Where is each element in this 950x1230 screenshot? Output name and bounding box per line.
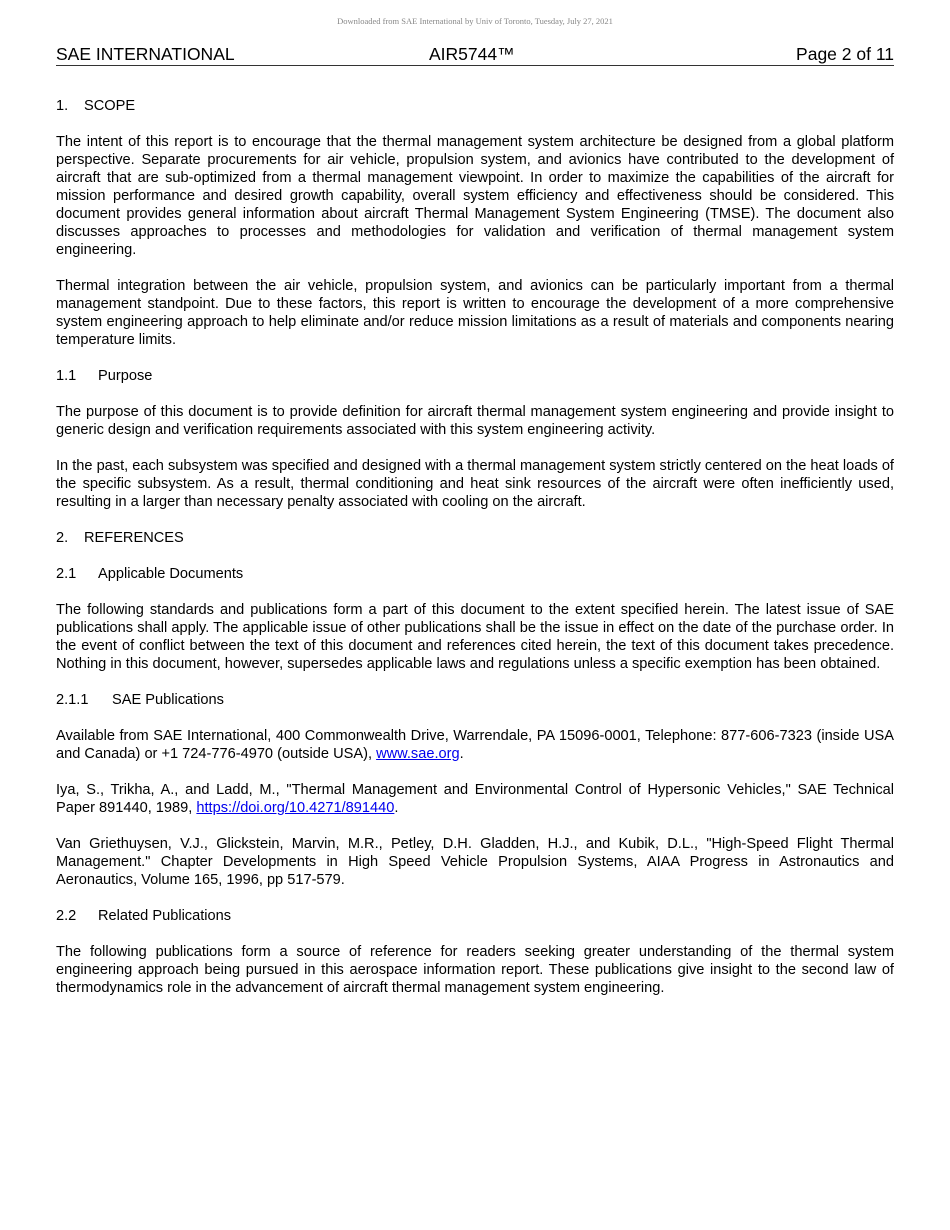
section-heading-references bbox=[56, 529, 894, 547]
header-doc-id: AIR5744™ bbox=[429, 44, 515, 64]
section-number: 2. bbox=[56, 530, 69, 546]
section-title: Purpose bbox=[98, 368, 153, 384]
section-heading-sae-publications bbox=[56, 691, 894, 709]
section-title: REFERENCES bbox=[84, 530, 184, 546]
section-title: Applicable Documents bbox=[98, 566, 244, 582]
paragraph-text: Available from SAE International, 400 Commonwealth Drive, Warrendale, PA 15096-0001, Telephone: 877-606-7323 (inside USA and Canada) or +1 724-776-4970 (outside USA), bbox=[56, 728, 894, 762]
section-heading-scope bbox=[56, 97, 894, 115]
paragraph bbox=[56, 727, 894, 763]
header-page-number: Page 2 of 11 bbox=[796, 44, 894, 64]
section-heading-applicable-documents bbox=[56, 565, 894, 583]
section-heading-purpose bbox=[56, 367, 894, 385]
reference-entry: Van Griethuysen, V.J., Glickstein, Marvin, M.R., Petley, D.H. Gladden, H.J., and Kubik, D.L., "High-Speed Flight Thermal Management." Chapter Developments in High Speed Vehicle Propulsion Systems, AIAA Progress in Astronautics and Aeronautics, Volume 165, 1996, pp 517-579. bbox=[56, 836, 894, 888]
reference-entry bbox=[56, 781, 894, 817]
paragraph-text: . bbox=[459, 746, 464, 762]
header-org: SAE INTERNATIONAL bbox=[56, 44, 235, 64]
section-number: 2.2 bbox=[56, 908, 77, 924]
paragraph-text: Iya, S., Trikha, A., and Ladd, M., "Thermal Management and Environmental Control of Hypersonic Vehicles," SAE Technical Paper 891440, 1989, bbox=[56, 782, 894, 816]
section-title: SCOPE bbox=[84, 98, 136, 114]
page-header bbox=[56, 44, 894, 66]
section-number: 1. bbox=[56, 98, 69, 114]
document-body bbox=[56, 97, 894, 1015]
paragraph: In the past, each subsystem was specified and designed with a thermal management system strictly centered on the heat loads of the specific subsystem. As a result, thermal conditioning and heat sink resources of the aircraft were often inefficiently used, resulting in a larger than necessary penalty associated with cooling on the aircraft. bbox=[56, 458, 894, 510]
section-title: SAE Publications bbox=[112, 692, 224, 708]
paragraph: Thermal integration between the air vehicle, propulsion system, and avionics can be particularly important from a thermal management standpoint. Due to these factors, this report is written to encourage the development of a more comprehensive system engineering approach to help eliminate and/or reduce mission limitations as a result of materials and components nearing temperature limits. bbox=[56, 278, 894, 348]
section-number: 2.1.1 bbox=[56, 692, 89, 708]
paragraph: The following standards and publications form a part of this document to the extent specified herein. The latest issue of SAE publications shall apply. The applicable issue of other publications shall be the issue in effect on the date of the purchase order. In the event of conflict between the text of this document and references cited herein, the text of this document takes precedence. Nothing in this document, however, supersedes applicable laws and regulations unless a specific exemption has been obtained. bbox=[56, 602, 894, 672]
paragraph-text: . bbox=[394, 800, 399, 816]
sae-website-link[interactable]: www.sae.org bbox=[376, 746, 460, 762]
section-number: 1.1 bbox=[56, 368, 77, 384]
section-number: 2.1 bbox=[56, 566, 77, 582]
download-notice: Downloaded from SAE International by Univ of Toronto, Tuesday, July 27, 2021 bbox=[337, 16, 613, 26]
paragraph: The purpose of this document is to provide definition for aircraft thermal management system engineering and provide insight to generic design and verification requirements associated with this system engineering activity. bbox=[56, 404, 894, 438]
section-heading-related-publications bbox=[56, 907, 894, 925]
doi-link[interactable]: https://doi.org/10.4271/891440 bbox=[196, 800, 395, 816]
paragraph: The intent of this report is to encourage that the thermal management system architecture be designed from a global platform perspective. Separate procurements for air vehicle, propulsion system, and avionics have contributed to the development of aircraft that are sub-optimized from a thermal management viewpoint. In order to maximize the capabilities of the aircraft for mission performance and desired growth capability, overall system efficiency and effectiveness should be considered. This document provides general information about aircraft Thermal Management System Engineering (TMSE). The document also discusses approaches to processes and methodologies for validation and verification of thermal management system engineering. bbox=[56, 134, 894, 258]
paragraph: The following publications form a source of reference for readers seeking greater understanding of the thermal system engineering approach being pursued in this aerospace information report. These publications give insight to the second law of thermodynamics role in the advancement of aircraft thermal management system engineering. bbox=[56, 944, 894, 996]
section-title: Related Publications bbox=[98, 908, 232, 924]
